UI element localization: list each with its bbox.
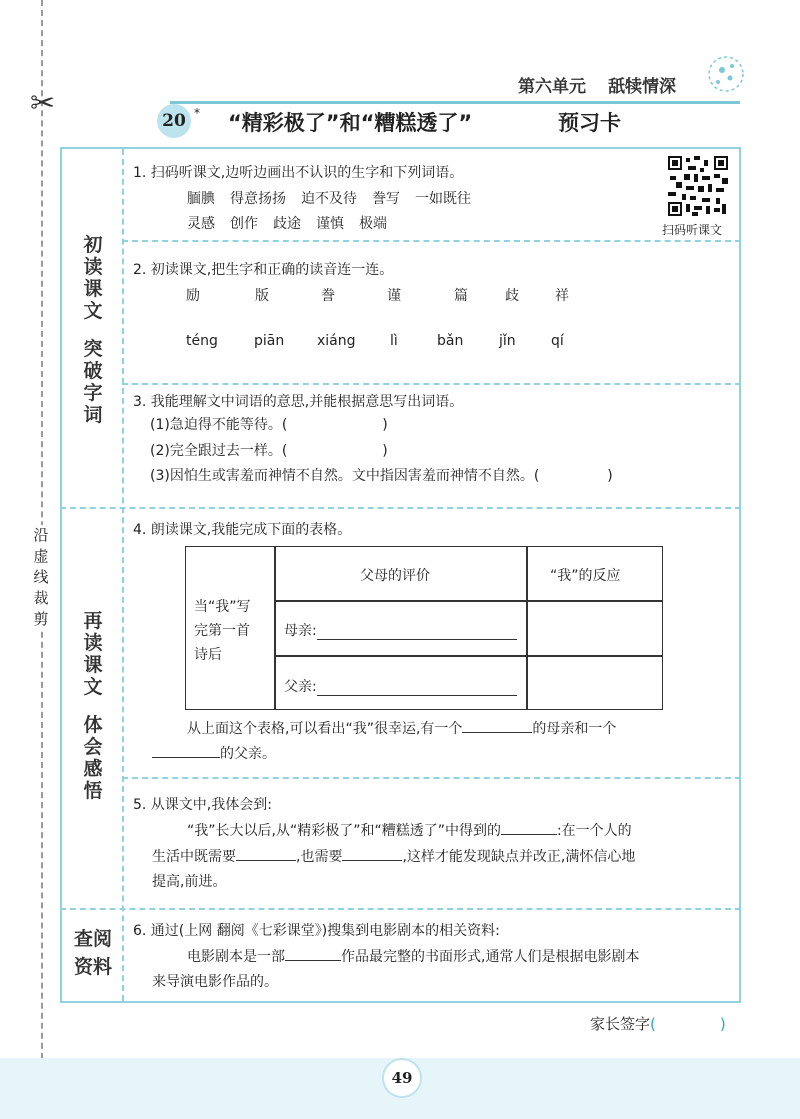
q4-blank-1[interactable]: [462, 718, 532, 733]
lesson-star: *: [194, 106, 200, 120]
parent-signature[interactable]: 家长签字( ): [590, 1015, 726, 1033]
section-label-research: 查阅 资料: [73, 928, 113, 978]
q6-prompt: 6. 通过(上网 翻阅《七彩课堂》)搜集到电影剧本的相关资料:: [133, 923, 500, 939]
divider-section1: [60, 507, 741, 509]
unit-theme: 舐犊情深: [608, 77, 676, 97]
table-mother-cell: 母亲:: [284, 620, 517, 640]
table-father-cell: 父亲:: [284, 676, 517, 696]
label-column-divider: [122, 149, 124, 1001]
q5-line2: 生活中既需要 ,也需要 ,这样才能发现缺点并改正,满怀信心地: [152, 846, 635, 868]
q1-words-row1: 腼腆 得意扬扬 迫不及待 誊写 一如既往: [187, 191, 471, 207]
q6-blank-1[interactable]: [285, 946, 341, 961]
q5-blank-1[interactable]: [501, 820, 557, 835]
mother-answer-line[interactable]: [317, 623, 517, 640]
card-type: 预习卡: [558, 111, 621, 135]
divider-section2: [60, 908, 741, 910]
q6-line1: 电影剧本是一部 作品最完整的书面形式,通常人们是根据电影剧本: [187, 946, 639, 968]
table-col-line: [526, 546, 528, 710]
table-row-line: [274, 655, 663, 657]
divider-q4: [122, 777, 741, 779]
page-number: 49: [382, 1058, 422, 1098]
section-label-second-reading: 再 读 课 文 体 会 感 悟: [83, 610, 103, 802]
q6-line2: 来导演电影作品的。: [152, 974, 278, 990]
q2-prompt: 2. 初读课文,把生字和正确的读音连一连。: [133, 262, 394, 278]
q1-prompt: 1. 扫码听课文,边听边画出不认识的生字和下列词语。: [133, 165, 464, 181]
divider-q2: [122, 383, 741, 385]
q4-summary-line2: 的父亲。: [152, 743, 276, 765]
q5-blank-3[interactable]: [342, 846, 402, 861]
q4-prompt: 4. 朗读课文,我能完成下面的表格。: [133, 522, 352, 538]
q4-summary-line1: 从上面这个表格,可以看出“我”很幸运,有一个 的母亲和一个: [187, 718, 616, 740]
q4-blank-2[interactable]: [152, 743, 220, 758]
lesson-title: “精彩极了”和“糟糕透了”: [228, 111, 473, 135]
lesson-number: 20: [157, 104, 191, 138]
unit-title: 第六单元: [518, 77, 586, 97]
table-header-reaction: “我”的反应: [550, 568, 621, 584]
q5-prompt: 5. 从课文中,我体会到:: [133, 797, 272, 813]
q3-item-3: (3)因怕生或害羞而神情不自然。文中指因害羞而神情不自然。( ): [150, 468, 613, 484]
father-answer-line[interactable]: [317, 679, 517, 696]
table-row-line: [274, 600, 663, 602]
scissors-icon: ✂: [30, 86, 56, 121]
q3-prompt: 3. 我能理解文中词语的意思,并能根据意思写出词语。: [133, 394, 464, 410]
qr-caption: 扫码听课文: [662, 223, 723, 237]
section-label-first-reading: 初 读 课 文 突 破 字 词: [83, 234, 103, 426]
qr-code-icon[interactable]: [666, 154, 730, 218]
table-row-label: 当“我”写 完第一首 诗后: [194, 599, 251, 663]
q5-line1: “我”长大以后,从“精彩极了”和“糟糕透了”中得到的 :在一个人的: [187, 820, 632, 842]
q5-line3: 提高,前进。: [152, 874, 227, 890]
q3-item-2: (2)完全跟过去一样。( ): [150, 443, 388, 459]
q5-blank-2[interactable]: [236, 846, 296, 861]
q1-words-row2: 灵感 创作 歧途 谨慎 极端: [187, 216, 387, 232]
decoration-icon: [700, 48, 746, 104]
cut-instruction: 沿 虚 线 裁 剪: [29, 525, 53, 630]
q3-item-1: (1)急迫得不能等待。( ): [150, 417, 388, 433]
header-rule: [170, 101, 740, 104]
table-col-line: [274, 546, 276, 710]
divider-q1: [122, 240, 741, 242]
table-header-parents: 父母的评价: [360, 568, 430, 584]
